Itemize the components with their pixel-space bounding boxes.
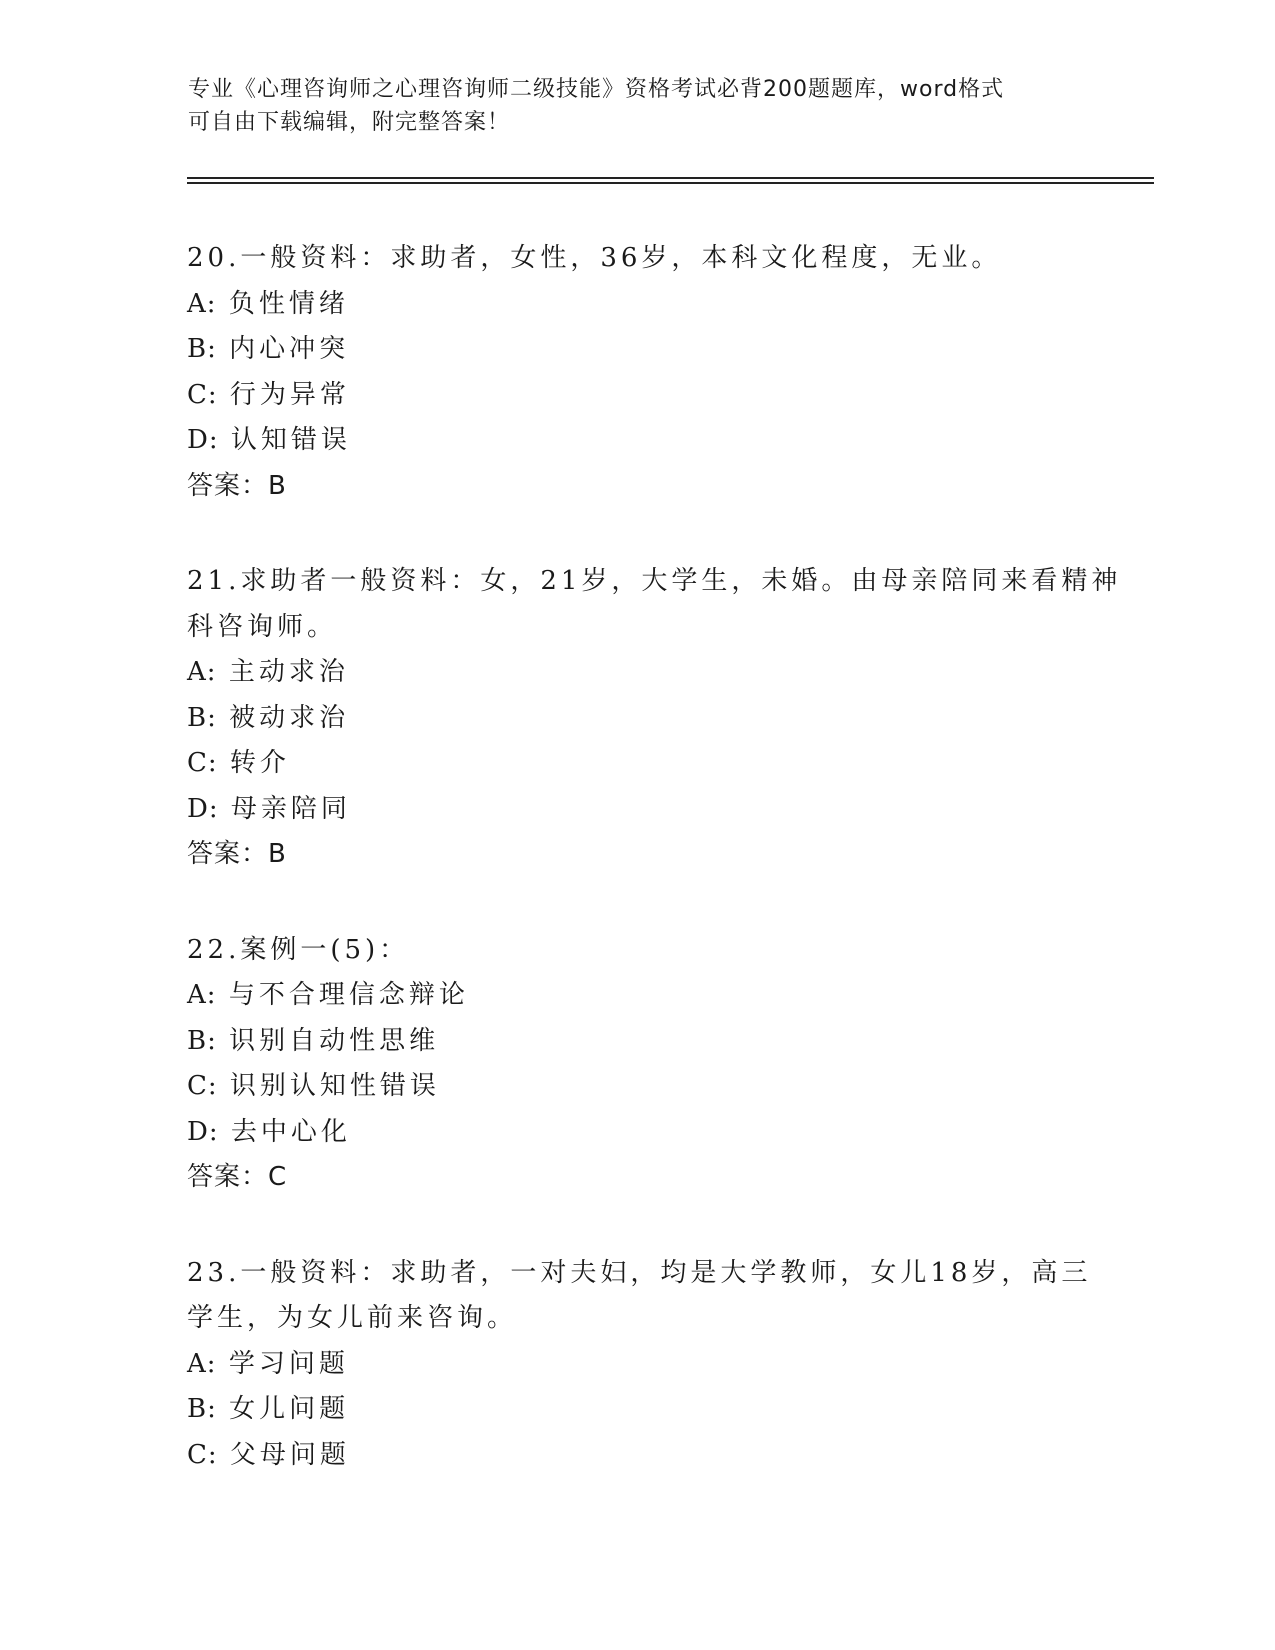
question-stem: 20.一般资料：求助者，女性，36岁，本科文化程度，无业。 xyxy=(187,243,1002,273)
question-list xyxy=(187,236,1122,1528)
document-header xyxy=(188,73,1088,139)
option-text: 与不合理信念辩论 xyxy=(228,980,469,1010)
option-label: C: xyxy=(187,1439,218,1470)
header-divider-bottom xyxy=(187,182,1154,184)
option-label: A: xyxy=(187,288,217,319)
option-text: 转介 xyxy=(229,748,290,778)
option-label: B: xyxy=(187,1025,217,1056)
answer-option xyxy=(187,1387,1087,1433)
option-text: 负性情绪 xyxy=(228,288,349,319)
option-label: D: xyxy=(187,425,219,455)
answer-option xyxy=(187,327,1087,373)
answer-key: 答案：C xyxy=(187,1162,288,1192)
answer-option xyxy=(187,696,1087,742)
option-label: A: xyxy=(187,1348,217,1379)
option-label: B: xyxy=(187,1394,217,1424)
question-block xyxy=(187,928,1087,1201)
option-text: 被动求治 xyxy=(229,702,350,733)
question-block xyxy=(187,559,1122,878)
option-label: C: xyxy=(187,1071,218,1101)
option-text: 主动求治 xyxy=(228,657,349,687)
option-text: 女儿问题 xyxy=(229,1394,350,1424)
answer-option xyxy=(187,787,1087,833)
option-text: 学习问题 xyxy=(228,1348,349,1379)
question-stem: 22.案例一(5)： xyxy=(187,934,410,965)
question-block xyxy=(187,236,1087,509)
question-stem: 21.求助者一般资料：女，21岁，大学生，未婚。由母亲陪同来看精神 xyxy=(187,566,1122,596)
answer-key: 答案：B xyxy=(187,470,287,501)
option-label: D: xyxy=(187,793,219,824)
answer-option xyxy=(187,1064,1087,1110)
option-text: 行为异常 xyxy=(229,379,350,410)
option-label: B: xyxy=(187,334,217,364)
option-label: C: xyxy=(187,748,218,778)
answer-option xyxy=(187,373,1087,419)
answer-option xyxy=(187,1342,1087,1388)
option-text: 父母问题 xyxy=(229,1439,350,1470)
option-text: 识别自动性思维 xyxy=(229,1025,440,1056)
option-text: 内心冲突 xyxy=(229,334,350,364)
header-line-1: 专业《心理咨询师之心理咨询师二级技能》资格考试必背200题题库，word格式 xyxy=(188,77,1005,102)
answer-key: 答案：B xyxy=(187,839,287,869)
answer-option xyxy=(187,1110,1087,1156)
question-stem: 科咨询师。 xyxy=(187,611,338,642)
answer-option xyxy=(187,418,1087,464)
header-line-2: 可自由下载编辑，附完整答案！ xyxy=(188,110,511,135)
answer-option xyxy=(187,1019,1087,1065)
question-block xyxy=(187,1251,1092,1479)
option-text: 母亲陪同 xyxy=(230,793,351,824)
question-stem: 学生，为女儿前来咨询。 xyxy=(187,1303,518,1333)
header-divider-top xyxy=(187,177,1154,179)
option-label: A: xyxy=(187,657,217,687)
answer-option xyxy=(187,650,1087,696)
option-label: C: xyxy=(187,379,218,410)
option-text: 识别认知性错误 xyxy=(229,1071,440,1101)
option-label: A: xyxy=(187,980,217,1010)
option-text: 去中心化 xyxy=(230,1116,351,1147)
answer-option xyxy=(187,741,1087,787)
option-text: 认知错误 xyxy=(230,425,351,455)
answer-option xyxy=(187,973,1087,1019)
answer-option xyxy=(187,282,1087,328)
option-label: D: xyxy=(187,1116,219,1147)
answer-option xyxy=(187,1433,1087,1479)
question-stem: 23.一般资料：求助者，一对夫妇，均是大学教师，女儿18岁，高三 xyxy=(187,1257,1092,1288)
option-label: B: xyxy=(187,702,217,733)
